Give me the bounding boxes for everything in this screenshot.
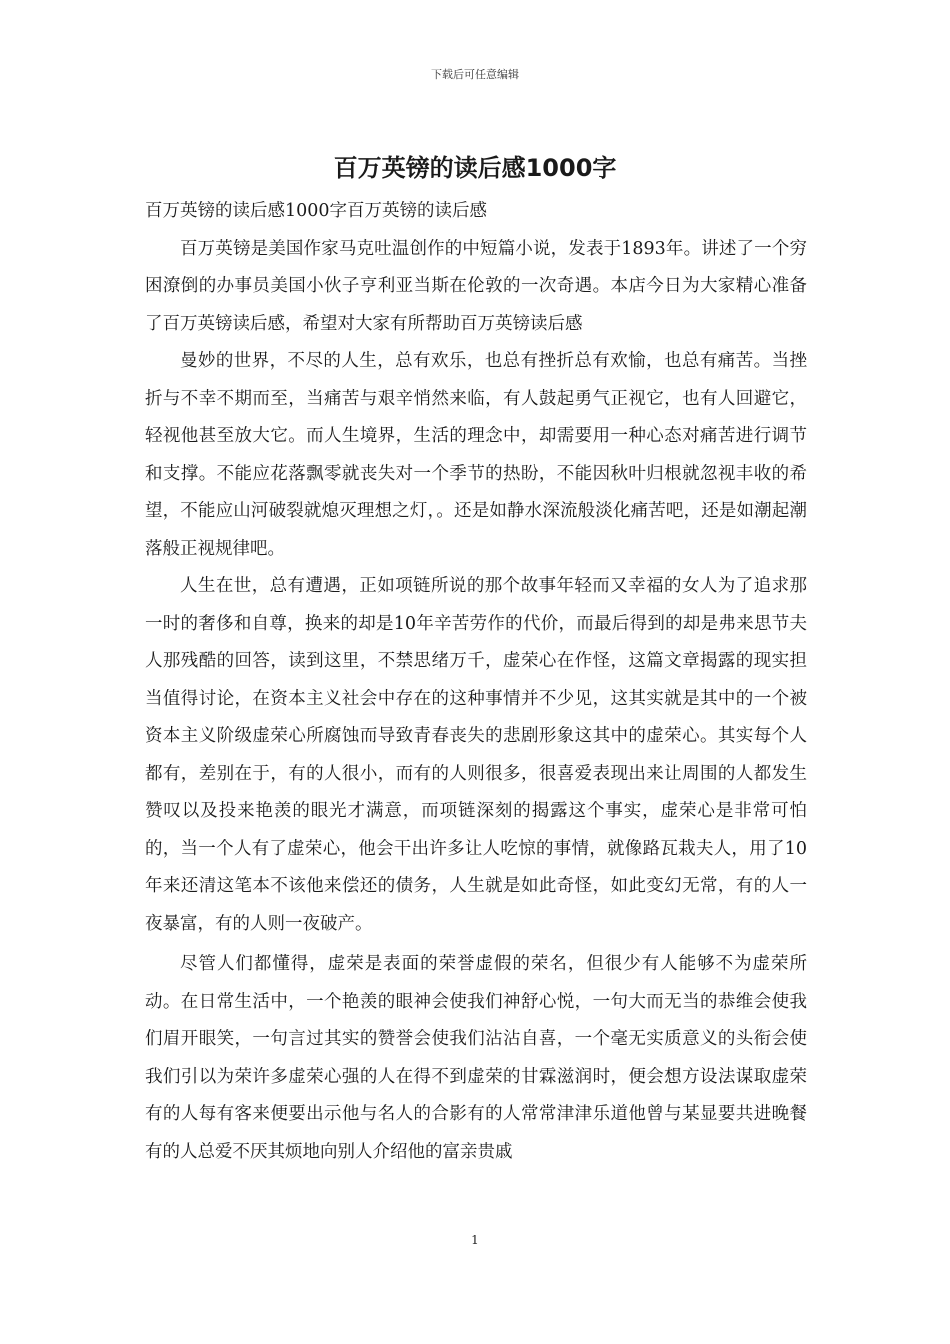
document-title: 百万英镑的读后感1000字 — [333, 154, 617, 182]
paragraph-necklace: 人生在世，总有遭遇，正如项链所说的那个故事年轻而又幸福的女人为了追求那一时的奢侈和自尊，换来的却是10年辛苦劳作的代价，而最后得到的却是弗来思节夫人那残酷的回答，读到这里，不禁思绪万千，虚荣心在作怪，这篇文章揭露的现实担当值得讨论，在资本主义社会中存在的这种事情并不少见，这其实就是其中的一个被资本主义阶级虚荣心所腐蚀而导致青春丧失的悲剧形象这其中的虚荣心。其实每个人都有，差别在于，有的人很小，而有的人则很多，很喜爱表现出来让周围的人都发生赞叹以及投来艳羡的眼光才满意，而项链深刻的揭露这个事实，虚荣心是非常可怕的，当一个人有了虚荣心，他会干出许多让人吃惊的事情，就像路瓦栽夫人，用了10年来还清这笔本不该他来偿还的债务，人生就是如此奇怪，如此变幻无常，有的人一夜暴富，有的人则一夜破产。 — [145, 576, 807, 934]
page-header-note: 下载后可任意编辑 — [431, 68, 519, 81]
document-body — [145, 193, 807, 1171]
page-number: 1 — [471, 1233, 479, 1247]
paragraph-vanity: 尽管人们都懂得，虚荣是表面的荣誉虚假的荣名，但很少有人能够不为虚荣所动。在日常生活中，一个艳羡的眼神会使我们神舒心悦，一句大而无当的恭维会使我们眉开眼笑，一句言过其实的赞誉会使我们沾沾自喜，一个毫无实质意义的头衔会使我们引以为荣许多虚荣心强的人在得不到虚荣的甘霖滋润时，便会想方设法谋取虚荣有的人每有客来便要出示他与名人的合影有的人常常津津乐道他曾与某显要共进晚餐有的人总爱不厌其烦地向别人介绍他的富亲贵戚 — [145, 954, 807, 1162]
subtitle-line: 百万英镑的读后感1000字百万英镑的读后感 — [145, 201, 488, 221]
paragraph-life: 曼妙的世界，不尽的人生，总有欢乐，也总有挫折总有欢愉，也总有痛苦。当挫折与不幸不期而至，当痛苦与艰辛悄然来临，有人鼓起勇气正视它，也有人回避它，轻视他甚至放大它。而人生境界，生活的理念中，却需要用一种心态对痛苦进行调节和支撑。不能应花落飘零就丧失对一个季节的热盼，不能因秋叶归根就忽视丰收的希望，不能应山河破裂就熄灭理想之灯，。还是如静水深流般淡化痛苦吧，还是如潮起潮落般正视规律吧。 — [145, 351, 807, 559]
paragraph-intro: 百万英镑是美国作家马克吐温创作的中短篇小说，发表于1893年。讲述了一个穷困潦倒的办事员美国小伙子亨利亚当斯在伦敦的一次奇遇。本店今日为大家精心准备了百万英镑读后感，希望对大家有所帮助百万英镑读后感 — [145, 238, 807, 334]
